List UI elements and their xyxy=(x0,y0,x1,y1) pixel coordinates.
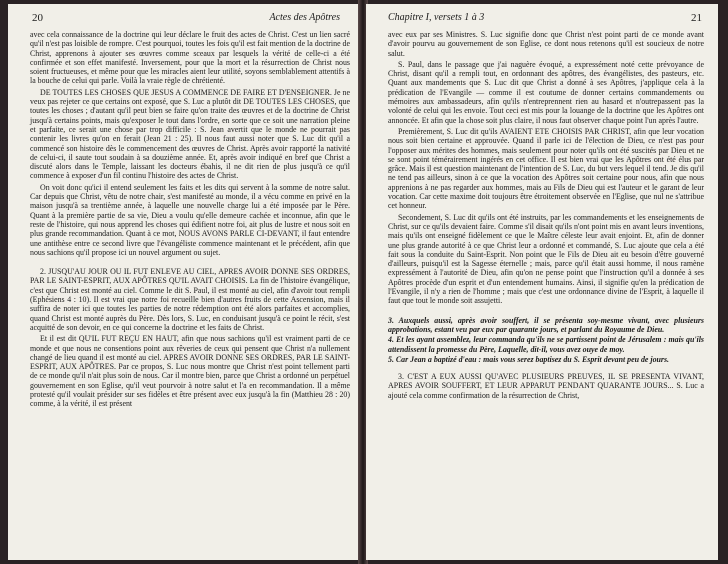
paragraph: Premièrement, S. Luc dit qu'ils AVAIENT ETE CHOISIS PAR CHRIST, afin que leur vocation nous soit bien certaine et approuvée. Quand il parle ici de l'élection de Dieu, ce n'est pas pour l'opposer aux mérites des hommes, mais seulement pour noter qu'ils ont été suscités par Dieu et ne se sont point témérairement ingérés en cet office. Il est bien vrai que les Apôtres ont été élus par grâce. Mais il est question maintenant de l'intention de S. Luc, du but vers lequel il tend. Je dis qu'il ne tend pas ailleurs, sinon à ce que la vocation des Apôtres soit certaine pour nous, afin que nous apprenions à ne pas regarder aux hommes, mais au Fils de Dieu qui est l'auteur et le garant de leur vocation. Car cette maxime doit toujours être étroitement observée en l'Eglise, que nul ne s'attribue cet honneur. xyxy=(388,126,704,211)
paragraph: 3. C'EST A EUX AUSSI QU'AVEC PLUSIEURS PREUVES, IL SE PRESENTA VIVANT, APRES AVOIR SOUFFERT, ET LEUR APPARUT PENDANT QUARANTE JOURS... S. Luc a ajouté cela comme confirmation de la résurrection de Christ, xyxy=(388,372,704,400)
right-page-body xyxy=(388,30,704,402)
verse: 4. Et les ayant assemblez, leur commanda qu'ils ne se partissent point de Jérusalem : mais qu'ils attendissent la promesse du Père, Laquelle, dit-il, vous avez ouye de moy. xyxy=(388,335,704,354)
paragraph: Secondement, S. Luc dit qu'ils ont été instruits, par les commandements et les enseignements de Christ, sur ce qu'ils devaient faire. Comme s'il disait qu'ils n'ont point mis en avant leurs inventions, mais qu'ils ont enseigné fidèlement ce que le Maître céleste leur avait enjoint. Et, afin de donner une plus grande autorité à ce que Christ leur a ordonné et commandé, S. Luc ajoute que cela a été fait sous la conduite du Saint-Esprit. Non point que le Fils de Dieu ait eu besoin d'être gouverné d'ailleurs, puisqu'il est la Sagesse éternelle ; mais, parce qu'il était aussi homme, il nous ramène expressément à l'autorité de Dieu, afin qu'on ne pense point que l'instruction qu'il a donnée à ses Apôtres procède d'un esprit et d'un entendement humains. Ainsi, il signifie qu'en la prédication de l'Evangile, il n'y a rien de l'homme ; mais que c'est une ordonnance divine de l'Esprit, à laquelle il faut que tout le monde soit assujetti. xyxy=(388,212,704,306)
paragraph: avec cela connaissance de la doctrine qui leur déclare le fruit des actes de Christ. C'est un lien sacré qu'il n'est pas loisible de rompre. C'est pourquoi, toutes les fois qu'il est fait mention de la doctrine de Christ, apprenons à ajouter ses œuvres comme sceaux par lesquels la vérité de celle-ci a été confirmée et son effet manifesté. Inversement, pour que la mort et la résurrection de Christ nous soient fructueuses, et même pour que les miracles aient leur utilité, soyons semblablement attentifs à la bouche de celui qui parle. Voilà la vraie règle de chrétienté. xyxy=(30,30,350,86)
paragraph: S. Paul, dans le passage que j'ai naguère évoqué, a expressément noté cette prévoyance de Christ, disant qu'il a rempli tout, en ordonnant des apôtres, des évangélistes, des pasteurs, etc. Quant aux mandements que S. Luc dit que Christ a donné à ses Apôtres, j'applique cela à la prédication de l'Evangile — comme il est coutume de donner certains commandements ou mémoires aux ambassadeurs, afin qu'ils n'entreprennent rien au hasard et n'outrepassent pas la volonté de celui qui les envoie. Tout ceci est mis pour la louange de la doctrine que les Apôtres ont annoncée. Et afin que la chose soit plus claire, il nous faut observer chaque point l'un après l'autre. xyxy=(388,59,704,125)
left-page xyxy=(8,4,360,560)
right-page-header xyxy=(380,12,704,26)
paragraph: On voit donc qu'ici il entend seulement les faits et les dits qui servent à la somme de notre salut. Car depuis que Christ, vêtu de notre chair, s'est manifesté au monde, il a vécu comme en privé en la maison jusqu'à sa trentième année, à laquelle une nouvelle charge lui a été imposée par le Père. Quant à la première partie de sa vie, Dieu a voulu qu'elle demeure cachée et inconnue, afin que le reste de l'histoire, qui nous apprend les choses qui édifient notre foi, ait plus de lustre et nous soit en plus grande recommandation. Quant à ce mot, NOUS AVONS PARLE CI-DEVANT, il faut entendre une antithèse entre ce second livre que l'évangéliste commence maintenant et le précédent, afin que nous sachions qu'il propose ici un nouvel argument ou sujet. xyxy=(30,182,350,257)
left-page-body xyxy=(30,30,350,411)
page-number: 20 xyxy=(32,12,43,24)
verse: 5. Car Jean a baptizé d'eau : mais vous serez baptisez du S. Esprit devant peu de jours. xyxy=(388,354,670,364)
page-number: 21 xyxy=(691,12,702,24)
paragraph: avec eux par ses Ministres. S. Luc signifie donc que Christ n'est point parti de ce monde avant d'avoir pourvu au gouvernement de son Eglise, ce dont nous retenons qu'il est soucieux de notre salut. xyxy=(388,30,704,58)
right-page xyxy=(366,4,718,560)
verse: 3. Auxquels aussi, après avoir souffert, il se présenta soy-mesme vivant, avec plusieurs approbations, estant veu par eux par quarante jours, et parlant du Royaume de Dieu. xyxy=(388,315,704,334)
running-title: Actes des Apôtres xyxy=(269,12,340,23)
scripture-verses xyxy=(388,316,704,364)
paragraph: 2. JUSQU'AU JOUR OU IL FUT ENLEVE AU CIEL, APRES AVOIR DONNE SES ORDRES, PAR LE SAINT-ESPRIT, AUX APÔTRES QU'IL AVAIT CHOISIS. La fin de l'histoire évangélique, c'est que Christ est monté au ciel. Comme le dit S. Paul, il est monté au ciel, afin d'avoir tout rempli (Ephésiens 4 : 10). Il est vrai que notre foi recueille bien d'autres fruits de cette Ascension, mais il suffira de noter ici que toutes les parties de notre rédemption ont été alors parfaites et accomplies, quand Christ est monté auprès du Père. Dès lors, S. Luc, en conduisant jusqu'à ce point le récit, s'est acquitté de son devoir, en ce qui concerne la doctrine et les faits de Christ. xyxy=(30,267,350,332)
left-page-header xyxy=(22,12,346,26)
paragraph: DE TOUTES LES CHOSES QUE JESUS A COMMENCE DE FAIRE ET D'ENSEIGNER. Je ne veux pas rejeter ce que certains ont exposé, que S. Luc a plutôt dit DE TOUTES LES CHOSES, que toutes les choses ; d'autant qu'il peut bien se faire qu'on traite des œuvres et de la doctrine de Christ jusqu'à certains points, mais qu'exposer le tout dans l'ordre, en sorte que ce soit une narration pleine et parfaite, ce serait une chose par trop difficile : S. Jean avertit que le monde ne pourrait pas contenir les livres qu'on en ferait (Jean 21 : 25). Il nous faut aussi noter que S. Luc dit qu'il a commencé son histoire dès le commencement des œuvres de Christ. Après avoir rapporté la nativité de celui-ci, il saute tout soudain à sa douzième année. Et, après avoir indiqué en bref que Christ a discuté alors dans le Temple, laissant les docteurs ébahis, il ne dit rien de plus jusqu'à ce qu'il commence à exposer d'un fil continu l'histoire des actes de Christ. xyxy=(30,87,350,181)
paragraph: Et il est dit QU'IL FUT REÇU EN HAUT, afin que nous sachions qu'il est vraiment parti de ce monde et que nous ne consentions point aux rêveries de ceux qui pensent que Christ n'a nullement changé de lieu quand il est monté au ciel. APRES AVOIR DONNE SES ORDRES, PAR LE SAINT-ESPRIT, AUX APÔTRES. Par ce propos, S. Luc nous montre que Christ n'est point tellement parti de ce monde qu'il n'ait plus soin de nous. Car il montre bien, parce que Christ a ordonné un perpétuel gouvernement en son Eglise, qu'il veut pourvoir à notre salut et l'a en recommandation. Il a même protesté qu'il voulait présider sur ses fidèles et être présent avec eux jusqu'à la fin (Matthieu 28 : 20) comme, à la vérité, il est présent xyxy=(30,334,350,409)
running-title: Chapitre I, versets 1 à 3 xyxy=(388,12,485,23)
